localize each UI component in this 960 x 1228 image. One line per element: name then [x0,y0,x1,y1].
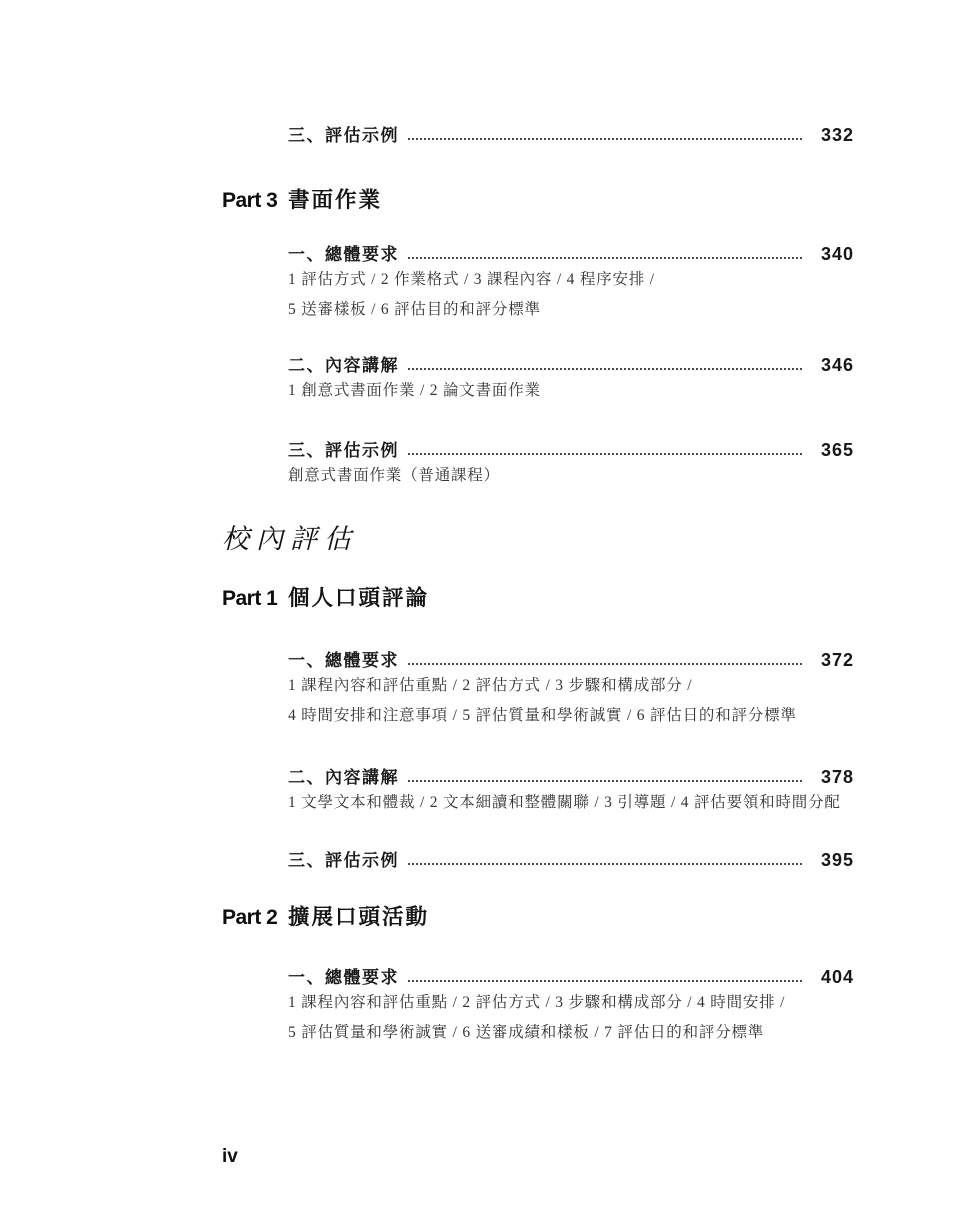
toc-entry-page: 372 [820,650,854,670]
toc-entry [288,846,854,869]
toc-subitem-line: 1 課程內容和評估重點 / 2 評估方式 / 3 步驟和構成部分 / [288,677,693,694]
dot-leader [408,863,802,865]
toc-entry [288,646,854,730]
dot-leader [408,663,802,665]
toc-entry-title: 三、評估示例 [288,441,399,460]
part-title: 擴展口頭活動 [288,905,430,929]
dot-leader [408,980,802,982]
toc-subitem-line: 1 評估方式 / 2 作業格式 / 3 課程內容 / 4 程序安排 / [288,271,655,288]
toc-entry-title: 一、總體要求 [288,245,399,264]
dot-leader [408,368,802,370]
toc-entry-title: 三、評估示例 [288,851,399,870]
toc-entry [288,121,854,144]
toc-entry-page: 340 [820,244,854,264]
part-title: 個人口頭評論 [288,586,430,610]
toc-subitem-line: 1 課程內容和評估重點 / 2 評估方式 / 3 步驟和構成部分 / 4 時間安排 / [288,994,786,1011]
toc-entry-page: 346 [820,355,854,375]
toc-entry-title: 一、總體要求 [288,968,399,987]
dot-leader [408,257,802,259]
dot-leader [408,138,802,140]
toc-entry-title: 三、評估示例 [288,126,399,145]
toc-entry [288,963,854,1047]
toc-subitem-line: 5 送審樣板 / 6 評估目的和評分標準 [288,300,541,318]
toc-subitem-line: 1 創意式書面作業 / 2 論文書面作業 [288,382,541,399]
toc-entry-title: 一、總體要求 [288,651,399,670]
toc-entry-page: 404 [820,967,854,987]
toc-entry-page: 378 [820,767,854,787]
toc-subitem-line: 5 評估質量和學術誠實 / 6 送審成績和樣板 / 7 評估日的和評分標準 [288,1023,765,1041]
part-heading [222,183,382,211]
toc-entry-title: 二、內容講解 [288,768,399,787]
part-label: Part 2 [222,906,278,929]
toc-entry-page: 365 [820,440,854,460]
toc-entry-title: 二、內容講解 [288,356,399,375]
dot-leader [408,453,802,455]
toc-subitem-line: 4 時間安排和注意事項 / 5 評估質量和學術誠實 / 6 評估日的和評分標準 [288,706,797,724]
toc-entry [288,763,854,818]
page-number: iv [222,1146,238,1167]
dot-leader [408,780,802,782]
toc-entry-page: 395 [820,850,854,870]
toc-subitem-line: 1 文學文本和體裁 / 2 文本細讀和整體關聯 / 3 引導題 / 4 評估要領和時間分配 [288,794,841,811]
toc-entry [288,351,854,406]
part-label: Part 1 [222,587,278,610]
part-heading [222,900,429,928]
toc-entry [288,436,854,491]
toc-entry [288,240,854,324]
part-label: Part 3 [222,189,278,212]
part-title: 書面作業 [288,188,383,212]
section-heading: 校內評估 [222,524,358,554]
part-heading [222,581,429,609]
toc-subitem-line: 創意式書面作業（普通課程） [288,467,500,484]
toc-entry-page: 332 [820,125,854,145]
